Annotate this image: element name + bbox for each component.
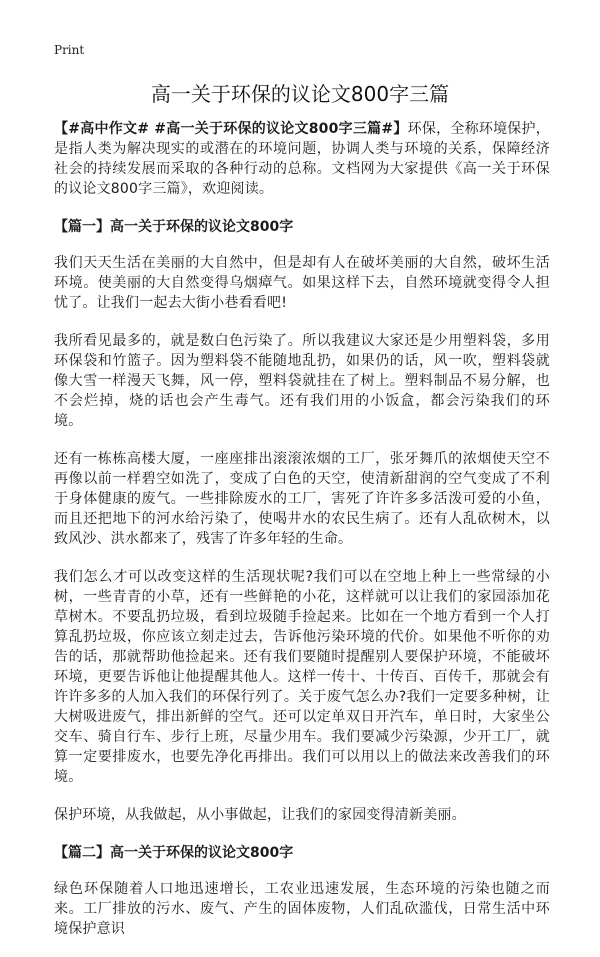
- section-heading-2: 【篇二】高一关于环保的议论文800字: [54, 845, 294, 861]
- page-title: 高一关于环保的议论文800字三篇: [150, 82, 450, 106]
- section-2-paragraph: 绿色环保随着人口地迅速增长，工农业迅速发展，生态环境的污染也随之而来。工厂排放的污水、废气、产生的固体废物，人们乱砍滥伐，日常生活中环境保护意识: [54, 881, 550, 937]
- section-1-paragraph: 我所看见最多的，就是数白色污染了。所以我建议大家还是少用塑料袋，多用环保袋和竹篮子。因为塑料袋不能随地乱扔，如果仍的话，风一吹，塑料袋就像大雪一样漫天飞舞，风一停，塑料袋就挂在了树上。塑料制品不易分解，也不会烂掉，烧的话也会产生毒气。还有我们用的小饭盒，都会污染我们的环境。: [54, 333, 550, 429]
- section-1-paragraph: 保护环境，从我做起，从小事做起，让我们的家园变得清新美丽。: [54, 807, 466, 823]
- article-body: [54, 119, 550, 957]
- intro-text: 环保，全称环境保护，是指人类为解决现实的或潜在的环境问题，协调人类与环境的关系，保障经济社会的持续发展而采取的各种行动的总称。文档网为大家提供《高一关于环保的议论文800字三篇》，欢迎阅读。: [54, 121, 551, 197]
- intro-tag: 【#高中作文# #高一关于环保的议论文800字三篇#】: [54, 121, 408, 137]
- intro-paragraph: [54, 119, 550, 199]
- print-link[interactable]: Print: [54, 43, 85, 57]
- section-1-paragraph: 我们天天生活在美丽的大自然中，但是却有人在破坏美丽的大自然，破坏生活环境。使美丽的大自然变得乌烟瘴气。如果这样下去，自然环境就变得令人担忧了。让我们一起去大街小巷看看吧!: [54, 255, 550, 311]
- section-heading-1: 【篇一】高一关于环保的议论文800字: [54, 219, 294, 235]
- section-1-paragraph: 还有一栋栋高楼大厦，一座座排出滚滚浓烟的工厂，张牙舞爪的浓烟使天空不再像以前一样碧空如洗了，变成了白色的天空，使清新甜润的空气变成了不利于身体健康的废气。一些排除废水的工厂，害死了许许多多活泼可爱的小鱼，而且还把地下的河水给污染了，使喝井水的农民生病了。还有人乱砍树木，以致风沙、洪水都来了，残害了许多年轻的生命。: [54, 451, 550, 547]
- section-1-paragraph: 我们怎么才可以改变这样的生活现状呢?我们可以在空地上种上一些常绿的小树，一些青青的小草，还有一些鲜艳的小花，这样就可以让我们的家园添加花草树木。不要乱扔垃圾，看到垃圾随手捡起来。比如在一个地方看到一个人打算乱扔垃圾，你应该立刻走过去，告诉他污染环境的代价。如果他不听你的劝告的话，那就帮助他捡起来。还有我们要随时提醒别人要保护环境，不能破坏环境，更要告诉他让他提醒其他人。这样一传十、十传百、百传千，那就会有许许多多的人加入我们的环保行列了。关于废气怎么办?我们一定要多种树，让大树吸进废气，排出新鲜的空气。还可以定单双日开汽车，单日时，大家坐公交车、骑自行车、步行上班，尽量少用车。我们要减少污染源，少开工厂，就算一定要排废水，也要先净化再排出。我们可以用以上的做法来改善我们的环境。: [54, 569, 550, 785]
